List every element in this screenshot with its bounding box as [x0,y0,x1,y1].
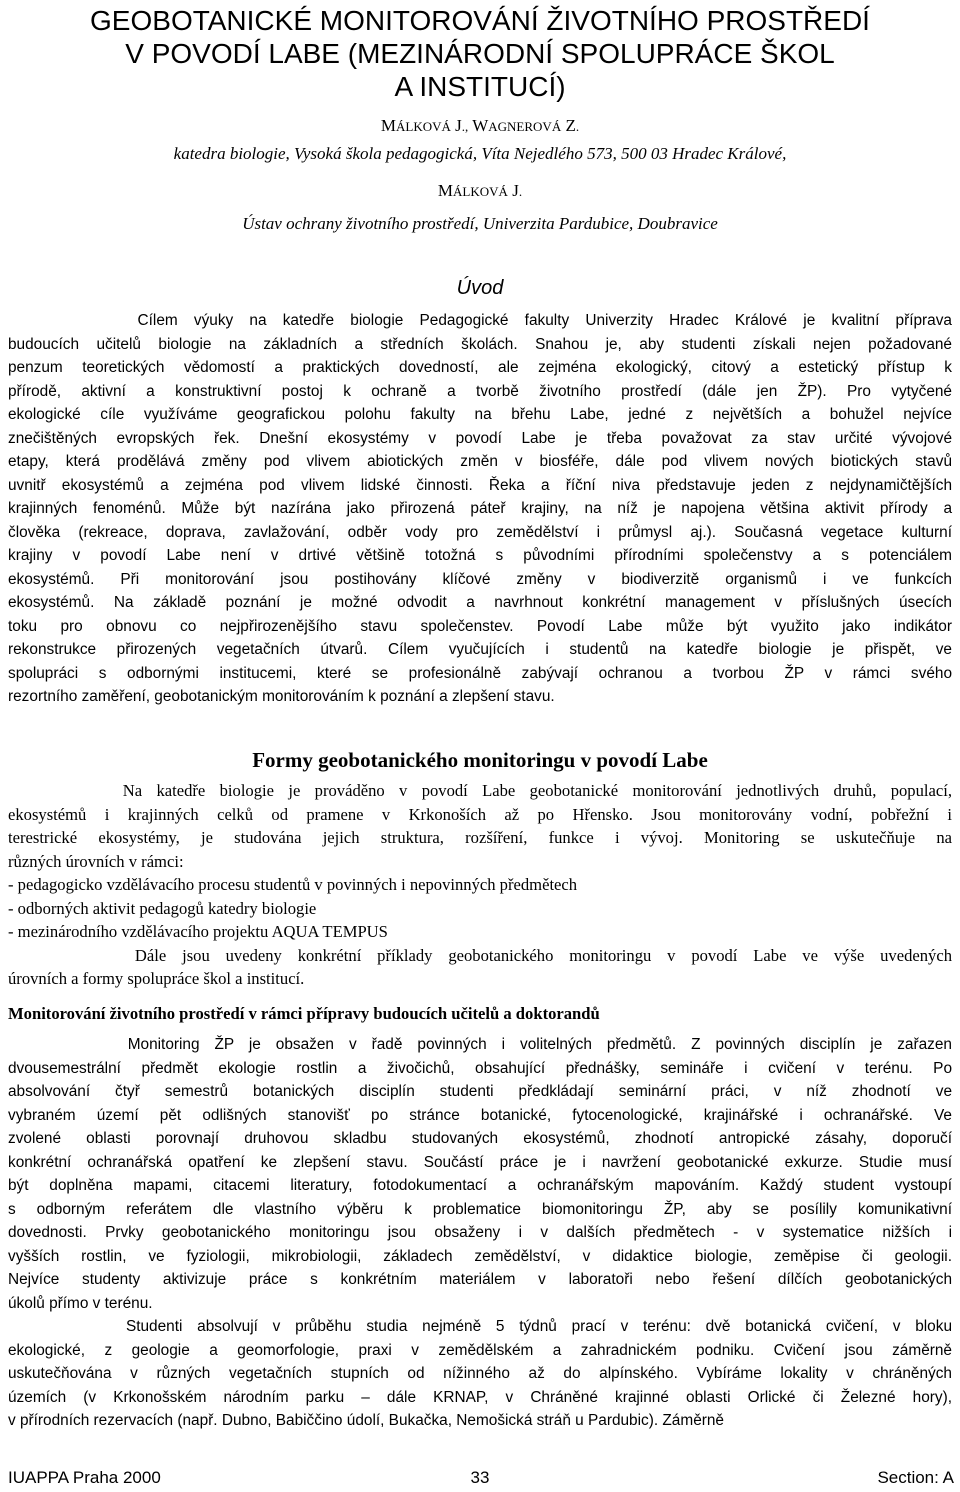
author-names-1 [0,116,960,137]
paragraph-uvod [8,309,952,709]
text-line: konkrétní ochranářská opatření ke zlepšení stavu. Součástí práce je i navržení geobotanické exkurze. Studie musí [8,1153,952,1171]
text-line: úkolů přímo v terénu. [8,1294,153,1312]
text-line: člověka (rekreace, doprava, zavlažování, odběr vody pro zemědělství i průmysl aj.). Současná vegetace kulturní [8,523,952,541]
text-line: v přírodních rezervacích (např. Dubno, Babiččino údolí, Bukačka, Nemošická stráň u Pardubic). Záměrně [8,1412,724,1429]
paragraph-monitorovani [8,1033,952,1433]
text-line: Nejvíce studenty aktivizuje práce s konkrétním materiálem v laboratoři nebo řešení dílčích geobotanických [8,1271,952,1288]
text-line: ekosystémů. Při monitorování jsou postihovány klíčové změny v biodiverzitě organismů i ve funkcích [8,570,952,588]
author-names-2-text: MÁLKOVÁ J. [437,181,523,200]
text-line: zvolené oblasti porovnají druhovou skladbu studovaných ekosystémů, zhodnotí antropické zásahy, doporučí [8,1130,952,1147]
footer-page-number: 33 [470,1468,490,1487]
text-line: spolupráci s odbornými institucemi, které se profesionálně zabývají ochranou a tvorbou ŽP v rámci svého [8,664,952,682]
text-line: uskutečňována v různých vegetačních stupních od nížinného až do alpínského. Vybíráme lokality v chráněných [8,1365,952,1382]
text-line: vybraném území pět odlišných stanovišť po stránce botanické, fytocenologické, krajinářské i ochranářské. Ve [8,1106,952,1124]
text-line: úrovních a formy spolupráce škol a institucí. [8,969,305,988]
text-line: - mezinárodního vzdělávacího projektu AQUA TEMPUS [8,922,388,941]
author-affiliation-2: Ústav ochrany životního prostředí, Univerzita Pardubice, Doubravice [242,214,718,233]
section-heading-formy: Formy geobotanického monitoringu v povodí Labe [252,748,708,772]
text-line: absolvování čtyř semestrů botanických disciplín studenti předkládají seminární práci, v níž zhodnotí ve [8,1083,952,1100]
text-line: být doplněna mapami, citacemi literatury, fotodokumentací a ochranářským mapováním. Každý student vystoupí [8,1177,952,1194]
text-line: etapy, která prodělává změny pod vlivem abiotických změn v biosféře, dále pod vlivem nových biotických stavů [8,453,952,470]
text-line: penzum teoretických vědomostí a praktických dovedností, ale zejména ekologický, citový a estetický přístup k [8,359,952,376]
text-line: budoucích učitelů biologie na základních a středních školách. Snahou je, aby studenti získali nejen požadované [8,335,952,353]
text-line: rekonstrukce přirozených vegetačních útvarů. Cílem vyučujících i studentů na katedře biologie je přispět, ve [8,641,952,658]
text-line: uvnitř ekosystémů a zejména pod vlivem lidské činnosti. Řeka a říční niva představuje jeden z nejdynamičtějších [8,476,952,494]
text-line: ekologické cíle využíváme geografickou polohu fakulty na břehu Labe, jedné z největších a bohužel nejvíce [8,406,952,423]
footer-conference: IUAPPA Praha 2000 [8,1468,161,1487]
text-line: Monitoring ŽP je obsažen v řadě povinných i volitelných předmětů. Z povinných disciplín je zařazen [8,1036,952,1053]
section-heading-monitorovani: Monitorování životního prostředí v rámci přípravy budoucích učitelů a doktorandů [8,1004,600,1023]
text-line: Cílem výuky na katedře biologie Pedagogické fakulty Univerzity Hradec Králové je kvalitní příprava [8,312,952,329]
text-line: Studenti absolvují v průběhu studia nejméně 5 týdnů prací v terénu: dvě botanická cvičení, v bloku [8,1318,952,1335]
author-affiliation-1: katedra biologie, Vysoká škola pedagogická, Víta Nejedlého 573, 500 03 Hradec Králové, [173,144,787,163]
text-line: terestrické ekosystémy, je studována jejich struktura, rozšíření, funkce i vývoj. Monitoring se uskutečňuje na [8,828,952,847]
text-line: znečištěných evropských řek. Dnešní ekosystémy v povodí Labe je třeba považovat za stav určité vývojové [8,429,952,447]
text-line: dvousemestrální předmět ekologie rostlin a živočichů, obsahující přednášky, semináře i cvičení v terénu. Po [8,1059,952,1077]
text-line: územích (v Krkonošském národním parku – dále KRNAP, v Chráněné krajinné oblasti Orlické či Železné hory), [8,1388,952,1406]
text-line: krajiny v povodí Labe není v drtivé většině totožná s původními přírodními společenstvy a s potenciálem [8,547,952,564]
text-line: různých úrovních v rámci: [8,851,184,871]
text-line: krajinných fenoménů. Může být nazírána jako přirozená páteř krajiny, na níž je napojena většina aktivit přírody a [8,500,952,517]
title-line-1: GEOBOTANICKÉ MONITOROVÁNÍ ŽIVOTNÍHO PROSTŘEDÍ [90,5,870,36]
author-names-1-text: MÁLKOVÁ J., WAGNEROVÁ Z. [380,116,580,135]
paper-title [8,4,952,103]
section-heading-uvod: Úvod [456,277,504,299]
text-line: přírodě, aktivní a konstruktivní postoj k ochraně a tvorbě životního prostředí (dále jen ŽP). Pro vytyčené [8,382,952,400]
paragraph-formy [8,779,952,991]
text-line: Na katedře biologie je prováděno v povodí Labe geobotanické monitorování jednotlivých druhů, populací, [8,781,952,800]
footer-section: Section: A [877,1468,954,1487]
text-line: ekologické, z geologie a geomorfologie, praxi v zemědělském a zahradnickém podniku. Cvičení jsou záměrně [8,1341,952,1359]
text-line: rezortního zaměření, geobotanickým monitorováním k poznání a zlepšení stavu. [8,688,555,705]
text-line: vyšších rostlin, ve fyziologii, mikrobiologii, základech zemědělství, v didaktice biologie, zeměpise či geologii. [8,1247,952,1265]
text-line: - odborných aktivit pedagogů katedry biologie [8,898,317,918]
text-line: toku pro obnovu co nejpřirozenějšího stavu společenstev. Povodí Labe může být využito jako indikátor [8,617,952,635]
title-line-2: V POVODÍ LABE (MEZINÁRODNÍ SPOLUPRÁCE ŠKOL [125,38,835,69]
author-names-2 [0,181,960,202]
text-line: ekosystémů. Na základě poznání je možné odvodit a navrhnout konkrétní management v příslušných úsecích [8,594,952,611]
text-line: dovednosti. Prvky geobotanického monitoringu jsou obsaženy i v dalších předmětech - v systematice nižších i [8,1224,952,1241]
text-line: ekosystémů i krajinných celků od pramene v Krkonoších až po Hřensko. Jsou monitorovány vodní, pobřežní i [8,804,952,824]
text-line: - pedagogicko vzdělávacího procesu studentů v povinných i nepovinných předmětech [8,875,578,894]
title-line-3: A INSTITUCÍ) [394,71,566,102]
text-line: s odborným referátem dle vlastního výběru k problematice biomonitoringu ŽP, aby se posílily komunikativní [8,1200,952,1218]
text-line: Dále jsou uvedeny konkrétní příklady geobotanického monitoringu v povodí Labe ve výše uvedených [8,945,952,965]
